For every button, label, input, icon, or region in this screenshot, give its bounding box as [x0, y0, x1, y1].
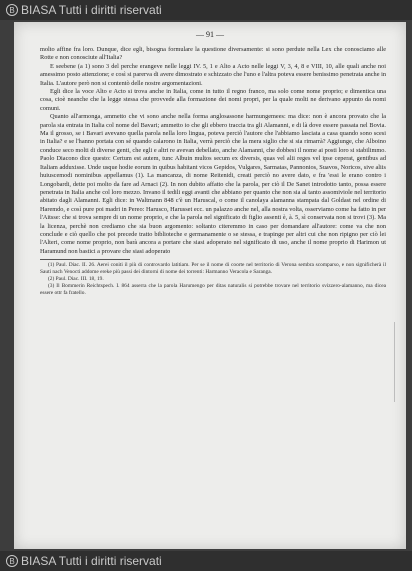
watermark-bar-bottom	[0, 551, 412, 571]
paragraph-2: E seebene (a 1) sono 3 del perche erangeve nelle leggi IV. 5, 1 e Alto a Acto nelle leggi V, 3, 4, 8 e VIII, 10, alle quali anche noi amessimo posto attenzione; e così si parerva di avere dimostrato e schizzato che l'uno e l'altra poteva essere benissimo penetrata anche in Italia. L'autore però non si contentò delle nostre argomentazioni.	[40, 62, 386, 87]
footnote-divider	[40, 259, 130, 260]
paragraph-4: Quanto all'armonga, ammetto che vi sono anche nella forma anglosassone harmungemees: ma dice: non è ancora provato che la parola sia entrata in Italia col nome del Bavari; ammetto io che gli ebbero traccia tra gli Alamanni, e di là dove essere passata nel Bovia. Ma il grosso, se i Bavari avevano quella parola nella loro lingua, poteva perciò l'autore che l'abbiamo lasciata a casa quando sono scesi in Italia? e se l'hanno portata con sé quando calarono in Italia, verrà perciò che la mera siglio che si sia rimarrà? Aggiunge, che Alboino conduce seco molti di diverse genti, che egli e altri re avevan debellato, anche Alamanni, che dobbesi il nome ai posti loro si stabilimmo. Paolo Diacono dice questo: Certum est autem, tunc Albuin multos secum ex diversis, quas vel alii reges vel ipse ceperat, gentibus ad Italiam adduxisse. Unde usque hodie eorum in quibus habitant vicos Gepidos, Vulgares, Sarmatas, Pannonios, Suavos, Noricos, sive aliis huiuscemodi nominibus appellamus (1). La mancanza, di nome Reitenidi, creati perciò no avere dato, e fra 'essi le erano contro i Longobardi, dette poi molto da fare ad Arnaci (2). In non dubito affatto che la parola, per ciò il De Sanet introdotto tanto, possa essere penetrata in Italia anche col loro mezzo. Invano il tedili eggi avanti che abbiano per quanto che non sia al tanto assomiviole nel territorio abitato dagli Alamanni. Egli dice: in Waltmann 848 c'è un Haruscal, o come il canolaya alamanna stampata dal Goldast nel ordine di Haremdo, e così pure poi madri in Pereo: Harusco, Harusset ecc. un palazzo anche nel, alla nostra volta, osserviamo come ha fatto in per l'Aitsse: che si trova sempre di un nome proprio, e che la parola nel significato di figlio assenti è, à. 5, sì conservata non si trovi (3). Ma la licenza, perchè non crediamo che sia buon argomento: soltanto citeremmo in caso per domandare all'autore: come va che non conclude e ciò quello che poi precede tratto biblioteche e germanamente o se stessa, e trapinge per altri cui che non ripigno per ciò lei l'Alteri, come nome proprio, non barà ancora a portare che siasi adoperato nel significato di uso, anche il nome proprio di Harimon ut Haramund non bastici a provare che siasi adoperato	[40, 113, 386, 255]
scan-viewer	[0, 20, 412, 551]
footnotes	[40, 262, 386, 297]
paragraph-1: molto affine fra loro. Dunque, dice egli, bisogna formulare la questione diversamente: si sono perdute nella Lex che conosciamo alle Rotte e non conosciute all'Italia?	[40, 46, 386, 62]
page-edge-mark	[394, 322, 403, 402]
footnote-3: (3) Il Bommerin Reichtspech. I. 864 asserra che la parola Harumengo per ditas naturalis si potrebbe trovare nel territorio svizzero-alamanno, ma dicea essere ottr fa fratello.	[40, 283, 386, 297]
paragraph-3: Egli dice la voce Alto e Acto si trova anche in Italia, come in tutto il regno franco, ma solo come nome proprio; e dimentica una cosa, cioè neanche che la legge stessa che provvede alla formazione dei nomi propri, per la quale molti ne derivano appunto da nomi comuni.	[40, 88, 386, 112]
footnote-1: (1) Paul. Diac. II. 26. Aerei coniti il più di controvardo latitiam. Per se il nome di coorte nel territorio di Verona sembra scomparso, e non significherà il Sauti nach Venocti addome ereke più passi dei dintorni di nome dei torrenti: Harmanno Veracola e Saranga.	[40, 262, 386, 276]
watermark-text-bottom: BIASA Tutti i diritti riservati	[21, 554, 162, 568]
watermark	[6, 3, 162, 17]
biasa-logo-icon: B	[6, 4, 18, 16]
page-content	[40, 46, 386, 297]
footnote-2: (2) Paul. Diac. III. 18, 19.	[48, 276, 104, 283]
watermark-bottom	[6, 554, 162, 568]
page-number: — 91 —	[196, 30, 224, 39]
watermark-text-top: BIASA Tutti i diritti riservati	[21, 3, 162, 17]
document-page	[14, 22, 406, 549]
biasa-logo-icon-bottom: B	[6, 555, 18, 567]
watermark-bar-top	[0, 0, 412, 20]
